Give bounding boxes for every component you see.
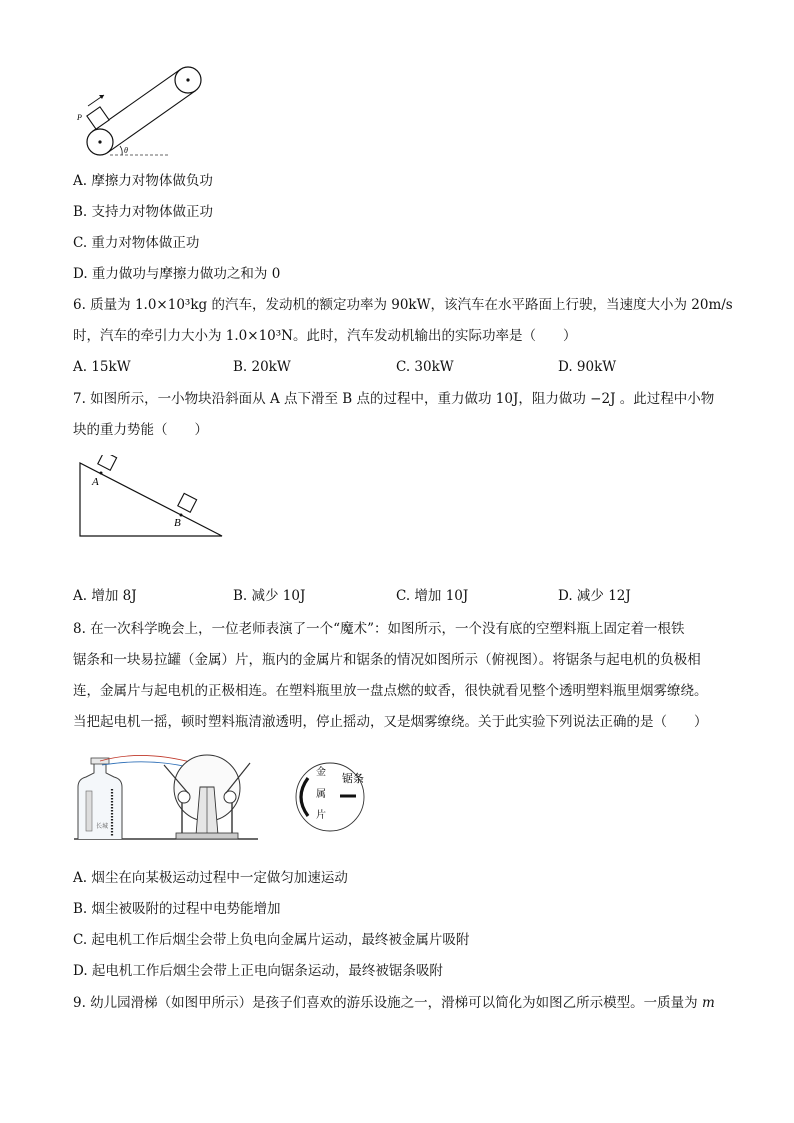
label-a: A: [92, 476, 99, 488]
saw-label: 锯条: [342, 772, 364, 785]
q7-option-d: D. 减少 12J: [558, 588, 631, 604]
svg-text:长城: 长城: [96, 823, 109, 830]
metal-char-2: 属: [316, 789, 326, 800]
q9-variable-m: m: [701, 995, 715, 1011]
q6-option-b: B. 20kW: [233, 359, 291, 375]
q5-option-c: C. 重力对物体做正功: [73, 235, 200, 251]
incline-figure: [76, 455, 226, 540]
q9-stem-line1: [73, 993, 715, 1013]
q8-option-b: B. 烟尘被吸附的过程中电势能增加: [73, 901, 281, 917]
q8-stem-line1: 8. 在一次科学晚会上，一位老师表演了一个“魔术”：如图所示，一个没有底的空塑料瓶上固定着一根铁: [73, 621, 685, 637]
top-view-figure: [288, 760, 378, 835]
q6-option-c: C. 30kW: [396, 359, 454, 375]
q6-stem-line2: 时，汽车的牵引力大小为 1.0×10³N。此时，汽车发动机输出的实际功率是（ ）: [73, 328, 577, 344]
electrostatic-apparatus-figure: [72, 753, 262, 848]
q7-option-a: A. 增加 8J: [73, 588, 137, 604]
q7-stem-line1: 7. 如图所示，一小物块沿斜面从 A 点下滑至 B 点的过程中，重力做功 10J，阻力做功 −2J 。此过程中小物: [73, 391, 715, 407]
q5-option-d: D. 重力做功与摩擦力做功之和为 0: [73, 266, 281, 282]
metal-char-3: 片: [316, 810, 326, 821]
q8-option-c: C. 起电机工作后烟尘会带上负电向金属片运动，最终被金属片吸附: [73, 932, 470, 948]
conveyor-belt-figure: [70, 60, 220, 165]
q5-option-b: B. 支持力对物体做正功: [73, 204, 214, 220]
label-theta: θ: [124, 146, 128, 155]
q6-option-d: D. 90kW: [558, 359, 617, 375]
q6-option-a: A. 15kW: [73, 359, 131, 375]
q7-option-c: C. 增加 10J: [396, 588, 469, 604]
q5-option-a: A. 摩擦力对物体做负功: [73, 173, 213, 189]
q7-stem-line2: 块的重力势能（ ）: [73, 422, 208, 438]
q8-stem-line4: 当把起电机一摇，顿时塑料瓶清澈透明，停止摇动，又是烟雾缭绕。关于此实验下列说法正确的是（ ）: [73, 714, 708, 730]
q9-stem-text: 9. 幼儿园滑梯（如图甲所示）是孩子们喜欢的游乐设施之一，滑梯可以简化为如图乙所示模型。一质量为: [73, 995, 698, 1011]
q8-option-a: A. 烟尘在向某极运动过程中一定做匀加速运动: [73, 870, 348, 886]
q7-option-b: B. 减少 10J: [233, 588, 306, 604]
label-b: B: [174, 517, 181, 529]
q8-option-d: D. 起电机工作后烟尘会带上正电向锯条运动，最终被锯条吸附: [73, 963, 443, 979]
metal-char-1: 金: [316, 767, 326, 778]
q6-stem-line1: 6. 质量为 1.0×10³kg 的汽车，发动机的额定功率为 90kW，该汽车在水平路面上行驶，当速度大小为 20m/s: [73, 297, 733, 313]
label-p: P: [77, 113, 82, 122]
q8-stem-line2: 锯条和一块易拉罐（金属）片，瓶内的金属片和锯条的情况如图所示（俯视图）。将锯条与起电机的负极相: [73, 652, 701, 668]
q8-stem-line3: 连，金属片与起电机的正极相连。在塑料瓶里放一盘点燃的蚊香，很快就看见整个透明塑料瓶里烟雾缭绕。: [73, 683, 708, 699]
